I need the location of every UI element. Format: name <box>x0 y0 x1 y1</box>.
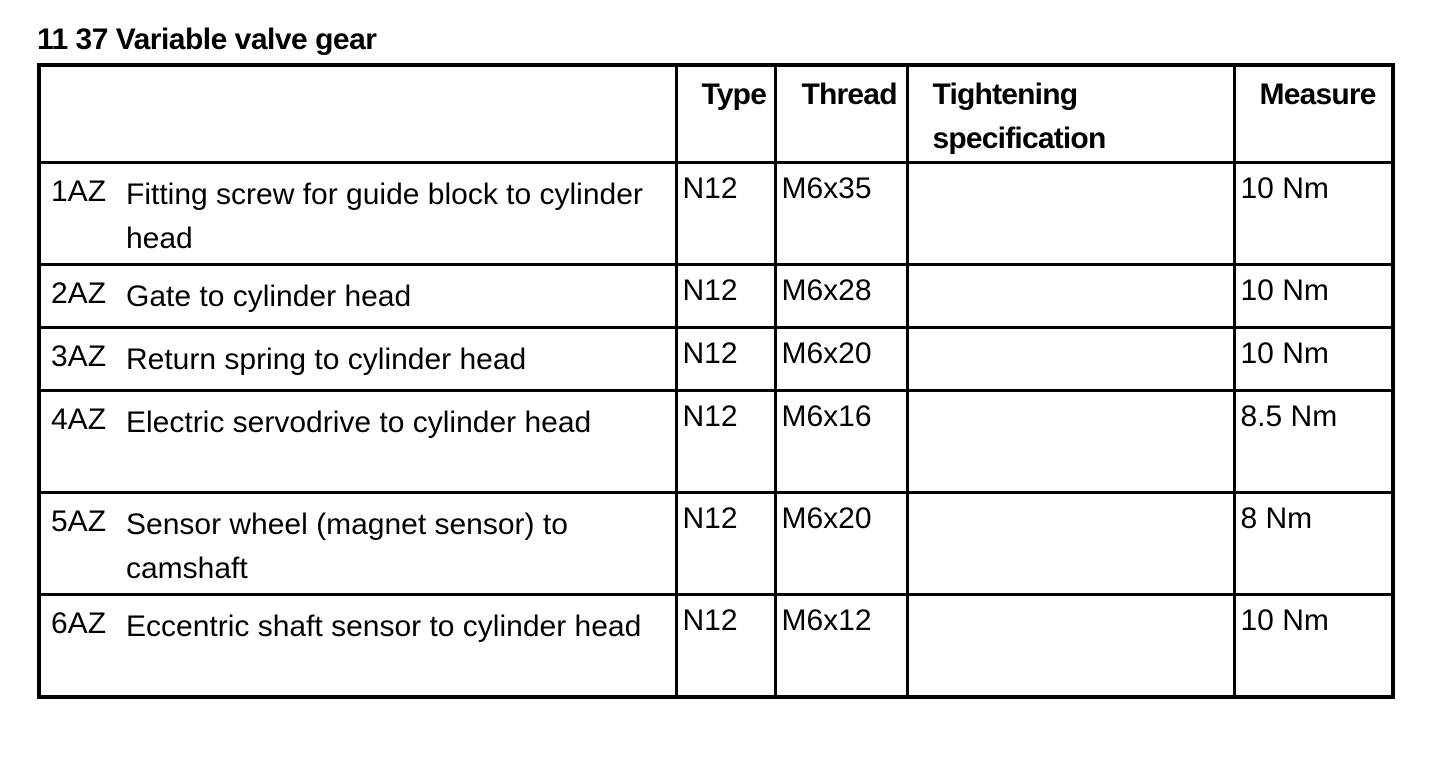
cell-thread <box>775 265 907 328</box>
cell-thread <box>775 595 907 698</box>
cell-type <box>676 163 775 265</box>
tightening-value <box>909 266 1233 269</box>
cell-tightening <box>907 265 1234 328</box>
position-code: 6AZ <box>51 607 107 640</box>
measure-value: 10 Nm <box>1240 274 1329 307</box>
measure-value: 10 Nm <box>1240 337 1329 370</box>
cell-description <box>39 391 676 493</box>
cell-type <box>676 595 775 698</box>
header-thread-label: Thread <box>801 78 897 111</box>
table-row <box>39 328 1393 391</box>
description-text: Electric servodrive to cylinder head <box>126 406 592 439</box>
type-value: N12 <box>682 337 738 370</box>
type-value: N12 <box>682 502 738 535</box>
cell-measure <box>1234 493 1393 595</box>
header-measure-label: Measure <box>1259 78 1376 111</box>
table-row <box>39 163 1393 265</box>
thread-value: M6x20 <box>781 502 872 535</box>
cell-tightening <box>907 391 1234 493</box>
tightening-value <box>909 596 1233 599</box>
cell-measure <box>1234 265 1393 328</box>
cell-thread <box>775 163 907 265</box>
measure-value: 10 Nm <box>1240 604 1329 637</box>
cell-description <box>39 163 676 265</box>
type-value: N12 <box>682 274 738 307</box>
measure-value: 8 Nm <box>1240 502 1313 535</box>
cell-thread <box>775 391 907 493</box>
cell-description <box>39 595 676 698</box>
cell-thread <box>775 328 907 391</box>
cell-type <box>676 265 775 328</box>
type-value: N12 <box>682 172 738 205</box>
cell-measure <box>1234 391 1393 493</box>
measure-value: 10 Nm <box>1240 172 1329 205</box>
cell-tightening <box>907 493 1234 595</box>
tightening-value <box>909 329 1233 332</box>
table-row <box>39 265 1393 328</box>
header-description <box>39 65 676 163</box>
cell-tightening <box>907 595 1234 698</box>
position-code: 2AZ <box>51 277 107 310</box>
description-text: Fitting screw for guide block to cylinder head <box>126 178 643 255</box>
measure-value: 8.5 Nm <box>1240 400 1338 433</box>
thread-value: M6x16 <box>781 400 872 433</box>
header-tightening <box>907 65 1234 163</box>
header-type-label: Type <box>701 78 767 111</box>
cell-tightening <box>907 163 1234 265</box>
header-measure <box>1234 65 1393 163</box>
header-type <box>676 65 775 163</box>
cell-measure <box>1234 328 1393 391</box>
cell-thread <box>775 493 907 595</box>
cell-measure <box>1234 163 1393 265</box>
cell-type <box>676 328 775 391</box>
tightening-value <box>909 392 1233 395</box>
table-row <box>39 493 1393 595</box>
thread-value: M6x12 <box>781 604 872 637</box>
description-text: Sensor wheel (magnet sensor) to camshaft <box>126 508 568 585</box>
tightening-value <box>909 494 1233 497</box>
cell-type <box>676 493 775 595</box>
header-thread <box>775 65 907 163</box>
header-tightening-label: Tightening specification <box>932 78 1106 155</box>
cell-type <box>676 391 775 493</box>
table-row <box>39 391 1393 493</box>
position-code: 5AZ <box>51 505 107 538</box>
description-text: Eccentric shaft sensor to cylinder head <box>126 610 642 643</box>
thread-value: M6x35 <box>781 172 872 205</box>
tightening-torque-table <box>37 63 1395 699</box>
cell-description <box>39 265 676 328</box>
page-title: 11 37 Variable valve gear <box>37 23 377 56</box>
description-text: Gate to cylinder head <box>126 280 412 313</box>
position-code: 4AZ <box>51 403 107 436</box>
cell-measure <box>1234 595 1393 698</box>
description-text: Return spring to cylinder head <box>126 343 527 376</box>
position-code: 1AZ <box>51 175 107 208</box>
position-code: 3AZ <box>51 340 107 373</box>
cell-description <box>39 328 676 391</box>
thread-value: M6x20 <box>781 337 872 370</box>
type-value: N12 <box>682 400 738 433</box>
thread-value: M6x28 <box>781 274 872 307</box>
cell-tightening <box>907 328 1234 391</box>
tightening-value <box>909 164 1233 167</box>
table-row <box>39 595 1393 698</box>
table-header-row <box>39 65 1393 163</box>
cell-description <box>39 493 676 595</box>
type-value: N12 <box>682 604 738 637</box>
